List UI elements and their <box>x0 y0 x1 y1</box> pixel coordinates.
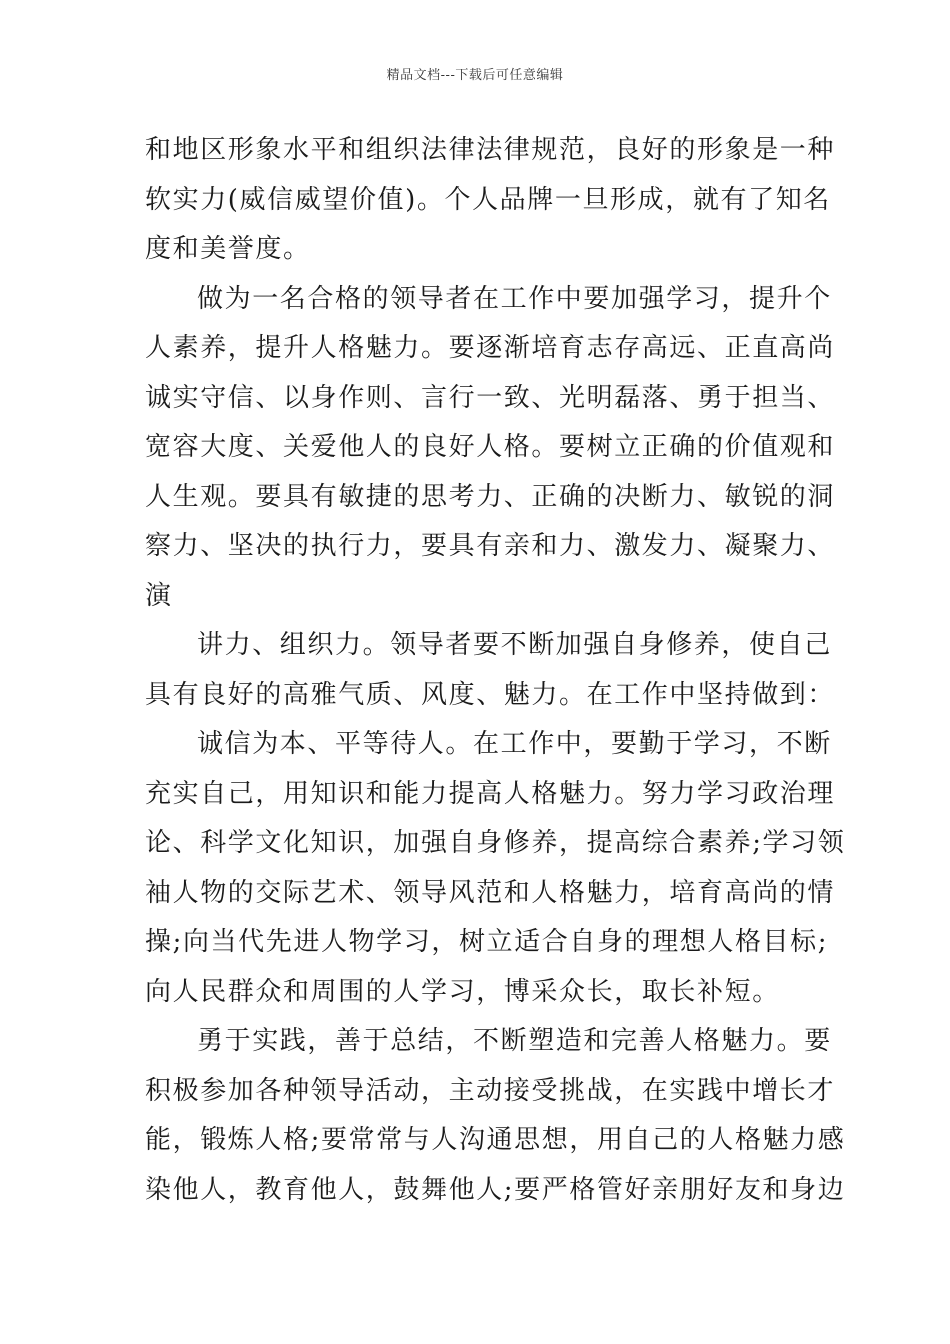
paragraph-3 <box>145 621 836 720</box>
text-line: 度和美誉度。 <box>145 234 311 264</box>
text-line: 诚实守信、以身作则、言行一致、光明磊落、勇于担当、 <box>145 382 836 413</box>
text-line: 诚信为本、平等待人。在工作中，要勤于学习，不断 <box>197 729 832 759</box>
text-line: 袖人物的交际艺术、领导风范和人格魅力，培育高尚的情 <box>145 877 836 908</box>
paragraph-2 <box>145 275 836 622</box>
text-line: 能，锻炼人格;要常常与人沟通思想，用自己的人格魅力感 <box>145 1125 846 1155</box>
text-line: 人素养，提升人格魅力。要逐渐培育志存高远、正直高尚 <box>145 333 836 363</box>
text-line: 人生观。要具有敏捷的思考力、正确的决断力、敏锐的洞 <box>145 481 836 512</box>
text-line: 讲力、组织力。领导者要不断加强自身修养，使自己 <box>197 630 832 660</box>
text-line: 勇于实践，善于总结，不断塑造和完善人格魅力。要 <box>197 1026 832 1056</box>
text-line: 软实力(威信威望价值)。个人品牌一旦形成，就有了知名 <box>145 184 831 215</box>
text-line: 染他人，教育他人，鼓舞他人;要严格管好亲朋好友和身边 <box>145 1174 846 1205</box>
paragraph-1 <box>145 126 836 275</box>
text-line: 和地区形象水平和组织法律法律规范，良好的形象是一种 <box>145 135 836 165</box>
paragraph-4 <box>145 720 846 1017</box>
text-line: 充实自己，用知识和能力提高人格魅力。努力学习政治理 <box>145 778 836 809</box>
text-line: 积极参加各种领导活动，主动接受挑战，在实践中增长才 <box>145 1075 836 1106</box>
text-line: 具有良好的高雅气质、风度、魅力。在工作中坚持做到： <box>145 679 836 710</box>
text-line: 论、科学文化知识，加强自身修养，提高综合素养;学习领 <box>145 828 846 858</box>
text-line: 宽容大度、关爱他人的良好人格。要树立正确的价值观和 <box>145 432 836 462</box>
document-body <box>145 126 846 1215</box>
text-line: 向人民群众和周围的人学习，博采众长，取长补短。 <box>145 976 780 1007</box>
page-header: 精品文档---下载后可任意编辑 <box>386 68 564 83</box>
text-line: 做为一名合格的领导者在工作中要加强学习，提升个 <box>197 283 832 314</box>
text-line: 察力、坚决的执行力，要具有亲和力、激发力、凝聚力、 <box>145 531 836 561</box>
paragraph-5 <box>145 1017 846 1215</box>
text-line: 操;向当代先进人物学习，树立适合自身的理想人格目标; <box>145 927 829 957</box>
text-line: 演 <box>145 580 173 611</box>
